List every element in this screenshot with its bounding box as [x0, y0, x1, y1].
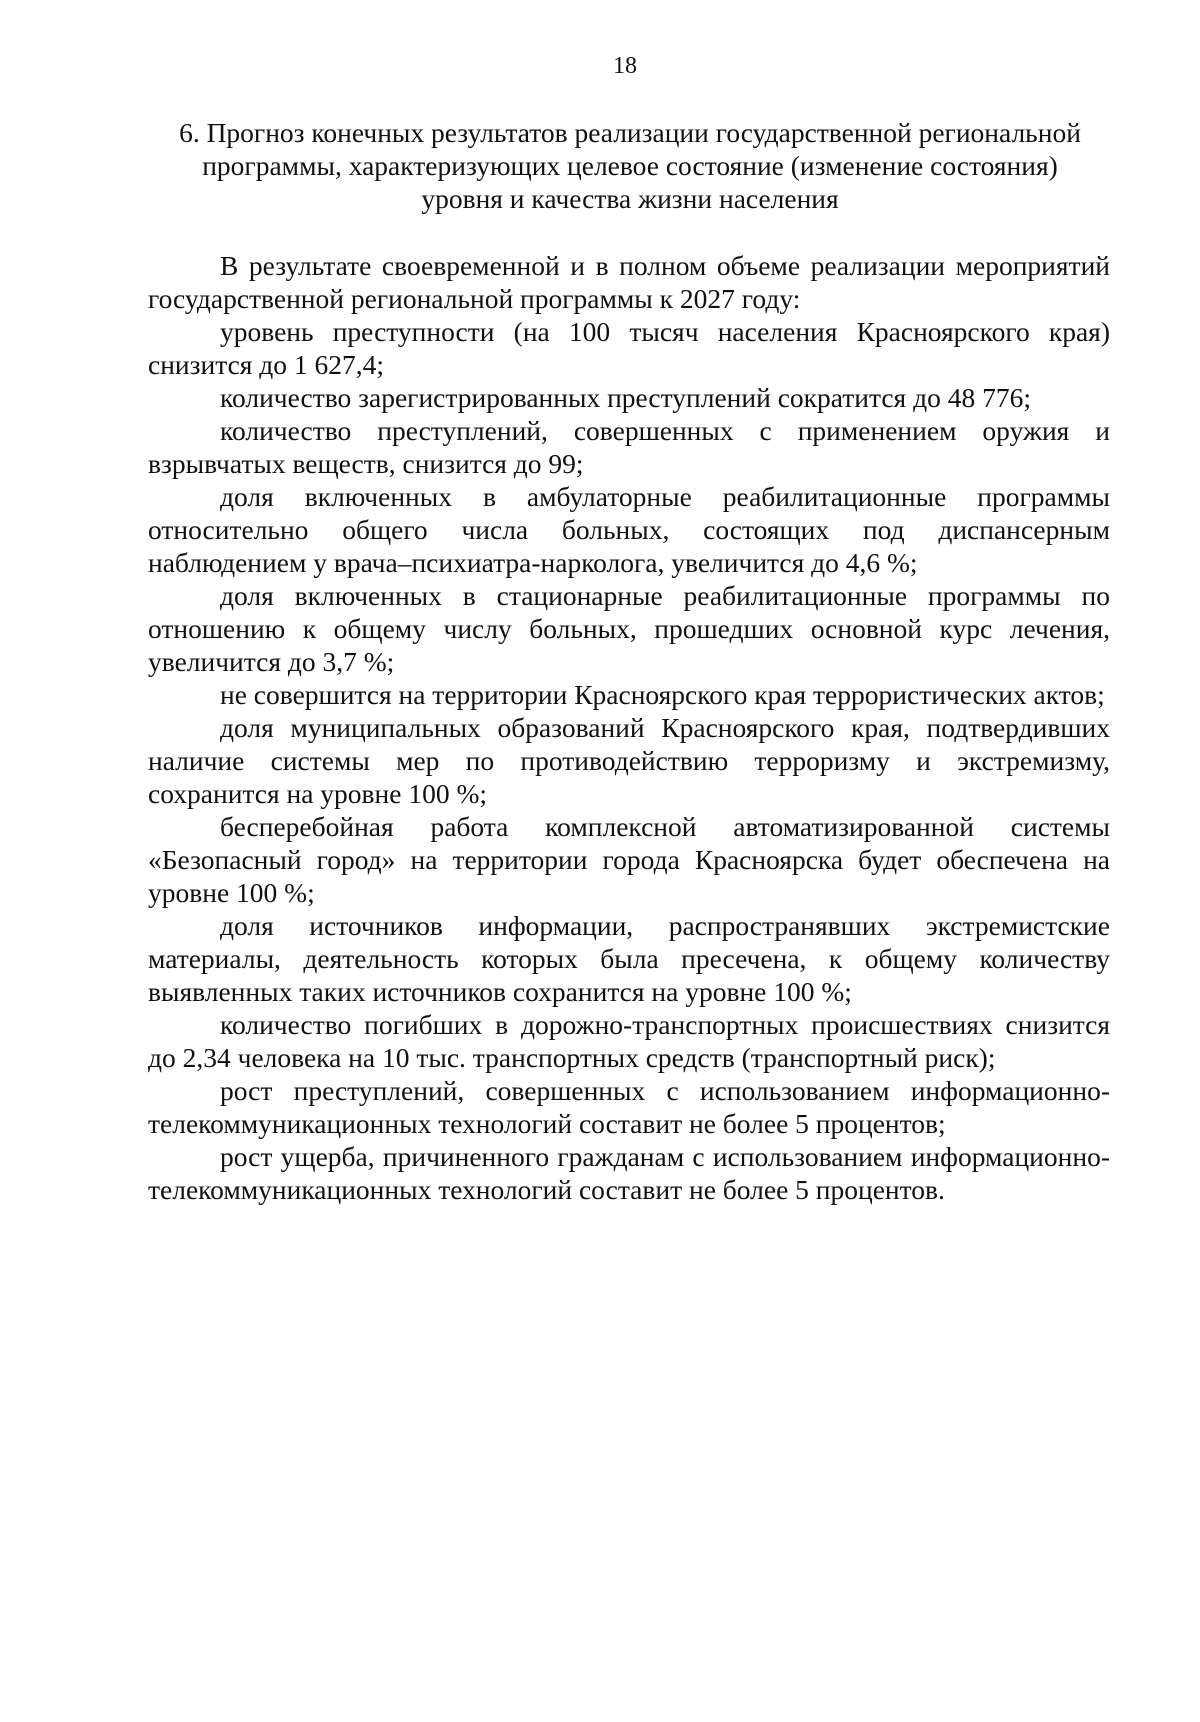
page-number: 18	[613, 53, 637, 79]
inpatient-rehab-paragraph: доля включенных в стационарные реабилитационные программы по отношению к общему числу больных, прошедших основной курс лечения, увеличится до 3,7 %;	[148, 580, 1110, 677]
crime-rate-paragraph: уровень преступности (на 100 тысяч населения Красноярского края) снизится до 1 627,4;	[148, 316, 1110, 380]
section-heading-line-1: 6. Прогноз конечных результатов реализации государственной региональной	[179, 117, 1081, 148]
weapon-crimes-paragraph: количество преступлений, совершенных с применением оружия и взрывчатых веществ, снизится до 99;	[148, 415, 1110, 479]
municipalities-paragraph: доля муниципальных образований Красноярского края, подтвердивших наличие системы мер по противодействию терроризму и экстремизму, сохранится на уровне 100 %;	[148, 712, 1110, 809]
section-heading-line-3: уровня и качества жизни населения	[421, 183, 839, 214]
document-body	[148, 249, 1110, 1206]
terror-acts-paragraph: не совершится на территории Красноярского края террористических актов;	[220, 679, 1105, 710]
it-crimes-paragraph: рост преступлений, совершенных с использованием информационно-телекоммуникационных технологий составит не более 5 процентов;	[148, 1075, 1110, 1139]
section-heading-line-2: программы, характеризующих целевое состояние (изменение состояния)	[202, 150, 1058, 181]
traffic-deaths-paragraph: количество погибших в дорожно-транспортных происшествиях снизится до 2,34 человека на 10 тыс. транспортных средств (транспортный риск);	[148, 1009, 1110, 1073]
extremist-sources-paragraph: доля источников информации, распространявших экстремистские материалы, деятельность которых была пресечена, к общему количеству выявленных таких источников сохранится на уровне 100 %;	[148, 910, 1110, 1007]
outpatient-rehab-paragraph: доля включенных в амбулаторные реабилитационные программы относительно общего числа больных, состоящих под диспансерным наблюдением у врача–психиатра-нарколога, увеличится до 4,6 %;	[148, 481, 1110, 578]
safe-city-paragraph: бесперебойная работа комплексной автоматизированной системы «Безопасный город» на территории города Красноярска будет обеспечена на уровне 100 %;	[148, 811, 1110, 908]
registered-crimes-paragraph: количество зарегистрированных преступлений сократится до 48 776;	[220, 382, 1031, 413]
intro-paragraph: В результате своевременной и в полном объеме реализации мероприятий государственной региональной программы к 2027 году:	[148, 250, 1110, 314]
it-damage-paragraph: рост ущерба, причиненного гражданам с использованием информационно-телекоммуникационных технологий составит не более 5 процентов.	[148, 1141, 1110, 1205]
section-heading	[150, 116, 1110, 215]
